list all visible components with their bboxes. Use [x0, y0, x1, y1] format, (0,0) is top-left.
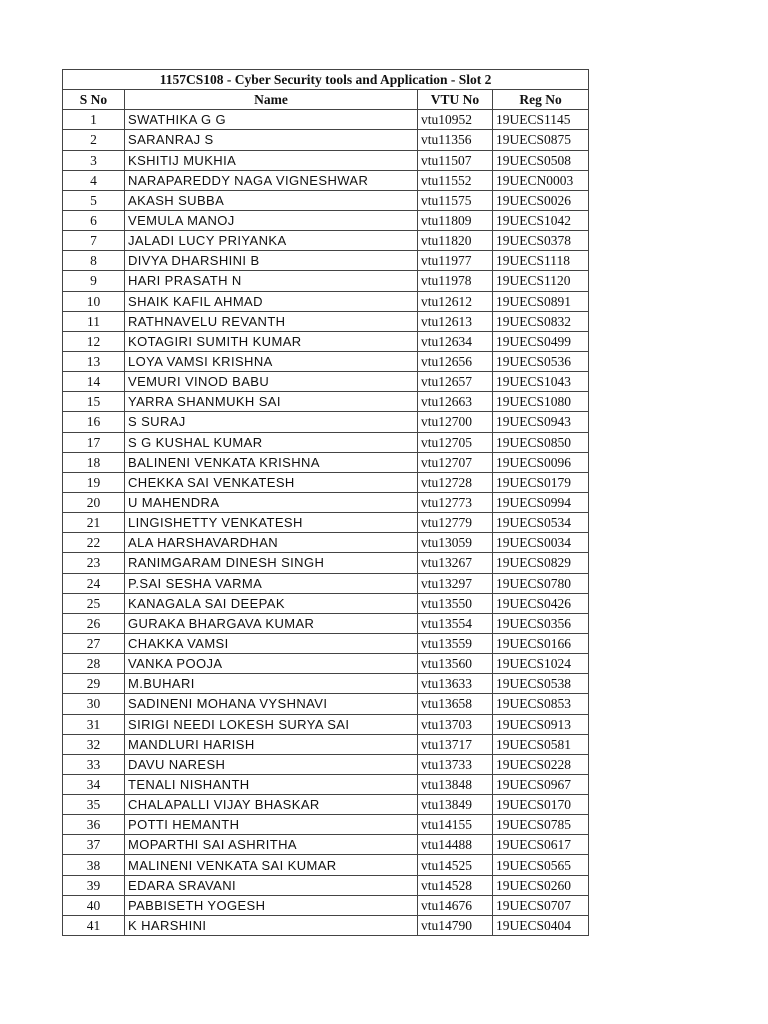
cell-sno: 34 [63, 774, 125, 794]
cell-reg-no: 19UECS0096 [493, 452, 589, 472]
cell-vtu-no: vtu12707 [418, 452, 493, 472]
table-row [63, 432, 589, 452]
cell-sno: 39 [63, 875, 125, 895]
cell-reg-no: 19UECS0994 [493, 492, 589, 512]
table-row [63, 654, 589, 674]
cell-sno: 27 [63, 633, 125, 653]
cell-vtu-no: vtu11978 [418, 271, 493, 291]
cell-name: RATHNAVELU REVANTH [125, 311, 418, 331]
cell-sno: 12 [63, 331, 125, 351]
cell-reg-no: 19UECS0534 [493, 513, 589, 533]
cell-reg-no: 19UECS0538 [493, 674, 589, 694]
cell-sno: 25 [63, 593, 125, 613]
cell-vtu-no: vtu14790 [418, 915, 493, 935]
cell-vtu-no: vtu12613 [418, 311, 493, 331]
cell-reg-no: 19UECS0026 [493, 190, 589, 210]
cell-vtu-no: vtu12728 [418, 472, 493, 492]
cell-sno: 23 [63, 553, 125, 573]
cell-name: LOYA VAMSI KRISHNA [125, 351, 418, 371]
table-row [63, 774, 589, 794]
header-vtu-no: VTU No [418, 90, 493, 110]
cell-name: TENALI NISHANTH [125, 774, 418, 794]
table-row [63, 694, 589, 714]
cell-name: NARAPAREDDY NAGA VIGNESHWAR [125, 170, 418, 190]
cell-name: KOTAGIRI SUMITH KUMAR [125, 331, 418, 351]
table-row [63, 875, 589, 895]
table-row [63, 674, 589, 694]
cell-vtu-no: vtu12773 [418, 492, 493, 512]
table-row [63, 472, 589, 492]
table-row [63, 593, 589, 613]
cell-sno: 41 [63, 915, 125, 935]
cell-reg-no: 19UECS1043 [493, 372, 589, 392]
cell-reg-no: 19UECN0003 [493, 170, 589, 190]
cell-name: POTTI HEMANTH [125, 815, 418, 835]
cell-name: CHALAPALLI VIJAY BHASKAR [125, 795, 418, 815]
cell-sno: 11 [63, 311, 125, 331]
cell-sno: 19 [63, 472, 125, 492]
cell-vtu-no: vtu13554 [418, 613, 493, 633]
cell-sno: 36 [63, 815, 125, 835]
cell-name: K HARSHINI [125, 915, 418, 935]
cell-sno: 35 [63, 795, 125, 815]
table-row [63, 815, 589, 835]
cell-name: EDARA SRAVANI [125, 875, 418, 895]
cell-sno: 13 [63, 351, 125, 371]
cell-reg-no: 19UECS0967 [493, 774, 589, 794]
cell-vtu-no: vtu12779 [418, 513, 493, 533]
cell-sno: 3 [63, 150, 125, 170]
cell-vtu-no: vtu11507 [418, 150, 493, 170]
cell-name: MOPARTHI SAI ASHRITHA [125, 835, 418, 855]
cell-reg-no: 19UECS0228 [493, 754, 589, 774]
table-row [63, 331, 589, 351]
table-row [63, 855, 589, 875]
cell-sno: 1 [63, 110, 125, 130]
cell-reg-no: 19UECS0508 [493, 150, 589, 170]
cell-name: SWATHIKA G G [125, 110, 418, 130]
cell-reg-no: 19UECS1042 [493, 210, 589, 230]
cell-reg-no: 19UECS1024 [493, 654, 589, 674]
header-sno: S No [63, 90, 125, 110]
cell-name: PABBISETH YOGESH [125, 895, 418, 915]
cell-reg-no: 19UECS1145 [493, 110, 589, 130]
cell-reg-no: 19UECS0853 [493, 694, 589, 714]
cell-vtu-no: vtu14155 [418, 815, 493, 835]
cell-sno: 14 [63, 372, 125, 392]
table-row [63, 210, 589, 230]
cell-name: MALINENI VENKATA SAI KUMAR [125, 855, 418, 875]
cell-sno: 33 [63, 754, 125, 774]
table-row [63, 553, 589, 573]
table-row [63, 513, 589, 533]
cell-vtu-no: vtu14676 [418, 895, 493, 915]
cell-vtu-no: vtu13633 [418, 674, 493, 694]
cell-vtu-no: vtu13559 [418, 633, 493, 653]
cell-name: JALADI LUCY PRIYANKA [125, 231, 418, 251]
cell-sno: 22 [63, 533, 125, 553]
cell-name: ALA HARSHAVARDHAN [125, 533, 418, 553]
cell-sno: 40 [63, 895, 125, 915]
cell-name: SADINENI MOHANA VYSHNAVI [125, 694, 418, 714]
cell-name: S G KUSHAL KUMAR [125, 432, 418, 452]
cell-reg-no: 19UECS0850 [493, 432, 589, 452]
cell-vtu-no: vtu13717 [418, 734, 493, 754]
table-row [63, 392, 589, 412]
table-row [63, 291, 589, 311]
table-row [63, 754, 589, 774]
header-row [63, 90, 589, 110]
cell-reg-no: 19UECS0260 [493, 875, 589, 895]
cell-sno: 2 [63, 130, 125, 150]
student-list-table [62, 69, 589, 936]
cell-sno: 5 [63, 190, 125, 210]
table-row [63, 372, 589, 392]
cell-vtu-no: vtu13733 [418, 754, 493, 774]
cell-vtu-no: vtu11820 [418, 231, 493, 251]
cell-sno: 20 [63, 492, 125, 512]
cell-reg-no: 19UECS1118 [493, 251, 589, 271]
cell-sno: 26 [63, 613, 125, 633]
cell-reg-no: 19UECS0166 [493, 633, 589, 653]
table-row [63, 633, 589, 653]
cell-reg-no: 19UECS0404 [493, 915, 589, 935]
cell-vtu-no: vtu13059 [418, 533, 493, 553]
cell-sno: 8 [63, 251, 125, 271]
cell-name: BALINENI VENKATA KRISHNA [125, 452, 418, 472]
cell-vtu-no: vtu12663 [418, 392, 493, 412]
cell-vtu-no: vtu14525 [418, 855, 493, 875]
cell-reg-no: 19UECS0378 [493, 231, 589, 251]
cell-reg-no: 19UECS0829 [493, 553, 589, 573]
cell-reg-no: 19UECS0707 [493, 895, 589, 915]
cell-vtu-no: vtu13560 [418, 654, 493, 674]
cell-vtu-no: vtu13297 [418, 573, 493, 593]
table-row [63, 412, 589, 432]
table-row [63, 251, 589, 271]
header-reg-no: Reg No [493, 90, 589, 110]
cell-vtu-no: vtu12656 [418, 351, 493, 371]
table-row [63, 573, 589, 593]
cell-name: MANDLURI HARISH [125, 734, 418, 754]
table-row [63, 190, 589, 210]
cell-name: KSHITIJ MUKHIA [125, 150, 418, 170]
cell-vtu-no: vtu13658 [418, 694, 493, 714]
cell-name: S SURAJ [125, 412, 418, 432]
cell-reg-no: 19UECS0426 [493, 593, 589, 613]
cell-sno: 24 [63, 573, 125, 593]
cell-reg-no: 19UECS0565 [493, 855, 589, 875]
cell-name: HARI PRASATH N [125, 271, 418, 291]
header-name: Name [125, 90, 418, 110]
cell-reg-no: 19UECS0170 [493, 795, 589, 815]
table-row [63, 351, 589, 371]
cell-sno: 6 [63, 210, 125, 230]
cell-vtu-no: vtu11356 [418, 130, 493, 150]
cell-vtu-no: vtu11809 [418, 210, 493, 230]
cell-sno: 29 [63, 674, 125, 694]
cell-name: CHAKKA VAMSI [125, 633, 418, 653]
cell-sno: 16 [63, 412, 125, 432]
cell-reg-no: 19UECS0179 [493, 472, 589, 492]
cell-reg-no: 19UECS0356 [493, 613, 589, 633]
cell-name: AKASH SUBBA [125, 190, 418, 210]
cell-sno: 15 [63, 392, 125, 412]
table-row [63, 915, 589, 935]
cell-sno: 30 [63, 694, 125, 714]
table-row [63, 533, 589, 553]
cell-sno: 4 [63, 170, 125, 190]
table-row [63, 150, 589, 170]
cell-vtu-no: vtu13848 [418, 774, 493, 794]
cell-name: GURAKA BHARGAVA KUMAR [125, 613, 418, 633]
cell-sno: 37 [63, 835, 125, 855]
cell-name: SIRIGI NEEDI LOKESH SURYA SAI [125, 714, 418, 734]
table-row [63, 835, 589, 855]
cell-vtu-no: vtu12634 [418, 331, 493, 351]
cell-name: YARRA SHANMUKH SAI [125, 392, 418, 412]
cell-sno: 32 [63, 734, 125, 754]
cell-reg-no: 19UECS0780 [493, 573, 589, 593]
cell-reg-no: 19UECS0943 [493, 412, 589, 432]
cell-sno: 21 [63, 513, 125, 533]
table-row [63, 895, 589, 915]
table-row [63, 452, 589, 472]
cell-reg-no: 19UECS0891 [493, 291, 589, 311]
cell-sno: 9 [63, 271, 125, 291]
cell-name: DIVYA DHARSHINI B [125, 251, 418, 271]
cell-reg-no: 19UECS0617 [493, 835, 589, 855]
table-row [63, 271, 589, 291]
cell-name: SHAIK KAFIL AHMAD [125, 291, 418, 311]
cell-vtu-no: vtu12612 [418, 291, 493, 311]
cell-vtu-no: vtu12700 [418, 412, 493, 432]
cell-sno: 38 [63, 855, 125, 875]
title-row [63, 70, 589, 90]
cell-reg-no: 19UECS0536 [493, 351, 589, 371]
cell-sno: 17 [63, 432, 125, 452]
cell-name: VEMULA MANOJ [125, 210, 418, 230]
cell-vtu-no: vtu10952 [418, 110, 493, 130]
cell-name: P.SAI SESHA VARMA [125, 573, 418, 593]
cell-vtu-no: vtu11575 [418, 190, 493, 210]
cell-reg-no: 19UECS1080 [493, 392, 589, 412]
table-row [63, 734, 589, 754]
cell-reg-no: 19UECS0913 [493, 714, 589, 734]
cell-vtu-no: vtu12657 [418, 372, 493, 392]
cell-sno: 10 [63, 291, 125, 311]
cell-name: VANKA POOJA [125, 654, 418, 674]
table-row [63, 492, 589, 512]
cell-name: VEMURI VINOD BABU [125, 372, 418, 392]
cell-vtu-no: vtu13550 [418, 593, 493, 613]
cell-sno: 31 [63, 714, 125, 734]
cell-name: RANIMGARAM DINESH SINGH [125, 553, 418, 573]
cell-reg-no: 19UECS0832 [493, 311, 589, 331]
cell-name: DAVU NARESH [125, 754, 418, 774]
cell-name: KANAGALA SAI DEEPAK [125, 593, 418, 613]
table-row [63, 795, 589, 815]
cell-sno: 28 [63, 654, 125, 674]
cell-reg-no: 19UECS0875 [493, 130, 589, 150]
cell-vtu-no: vtu13267 [418, 553, 493, 573]
cell-vtu-no: vtu12705 [418, 432, 493, 452]
cell-name: CHEKKA SAI VENKATESH [125, 472, 418, 492]
cell-sno: 7 [63, 231, 125, 251]
cell-vtu-no: vtu11977 [418, 251, 493, 271]
cell-reg-no: 19UECS1120 [493, 271, 589, 291]
cell-reg-no: 19UECS0034 [493, 533, 589, 553]
cell-vtu-no: vtu11552 [418, 170, 493, 190]
cell-name: LINGISHETTY VENKATESH [125, 513, 418, 533]
table-row [63, 714, 589, 734]
cell-name: U MAHENDRA [125, 492, 418, 512]
table-row [63, 311, 589, 331]
cell-vtu-no: vtu14528 [418, 875, 493, 895]
cell-name: M.BUHARI [125, 674, 418, 694]
cell-vtu-no: vtu13703 [418, 714, 493, 734]
table-title: 1157CS108 - Cyber Security tools and Application - Slot 2 [63, 70, 589, 90]
table-row [63, 130, 589, 150]
table-row [63, 613, 589, 633]
cell-reg-no: 19UECS0785 [493, 815, 589, 835]
cell-vtu-no: vtu13849 [418, 795, 493, 815]
table-row [63, 231, 589, 251]
cell-name: SARANRAJ S [125, 130, 418, 150]
table-row [63, 110, 589, 130]
cell-vtu-no: vtu14488 [418, 835, 493, 855]
cell-reg-no: 19UECS0499 [493, 331, 589, 351]
cell-sno: 18 [63, 452, 125, 472]
cell-reg-no: 19UECS0581 [493, 734, 589, 754]
table-row [63, 170, 589, 190]
